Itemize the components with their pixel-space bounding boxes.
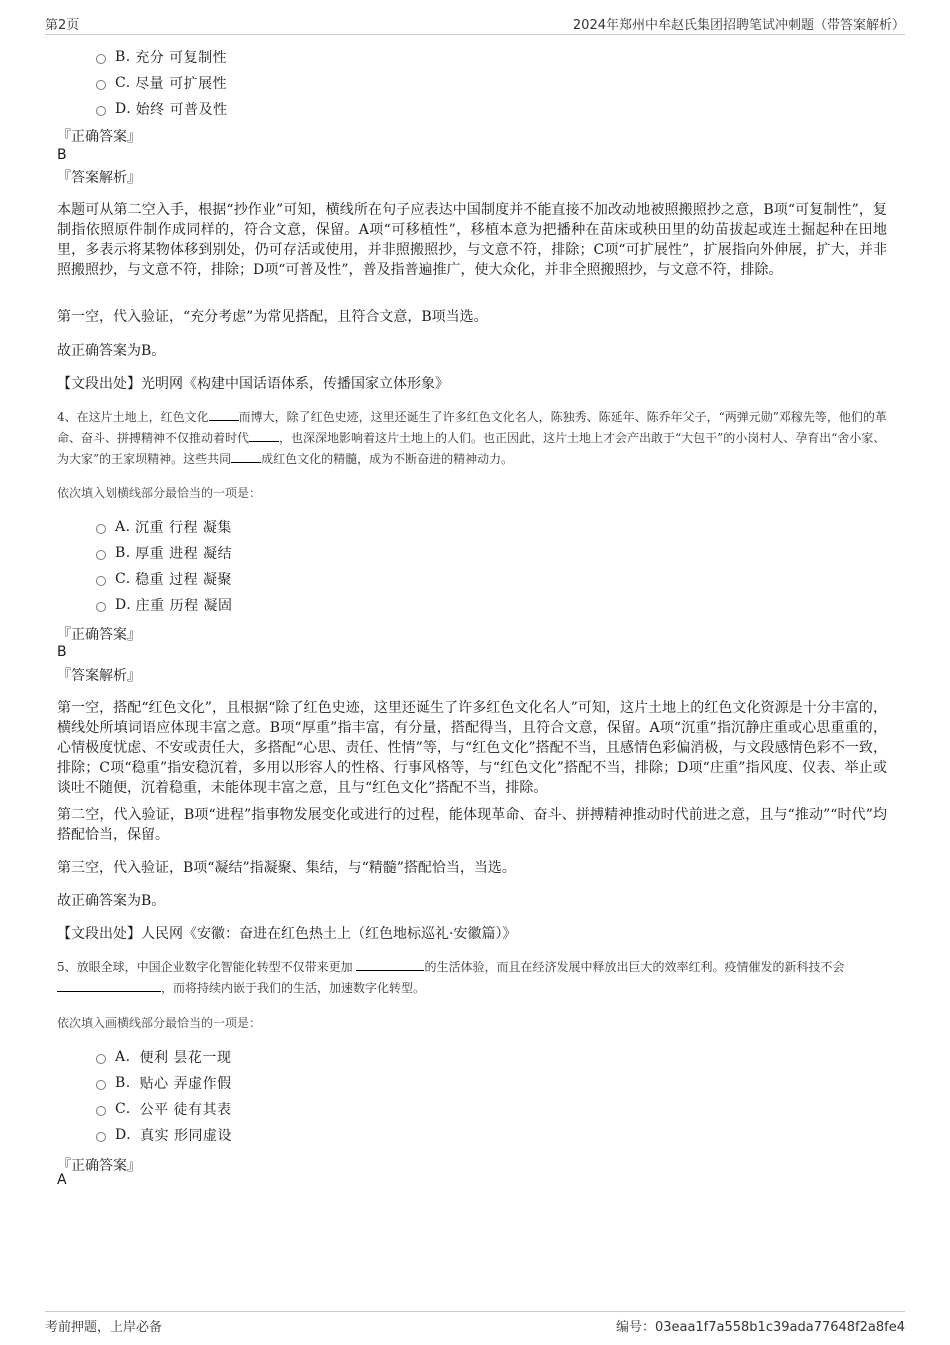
q3-analysis-paragraph: 本题可从第二空入手，根据“抄作业”可知，横线所在句子应表达中国制度并不能直接不加改动地被照搬照抄之意，B项“可复制性”，复制指依照原件制作成同样的，符合文意，保留。A项“可移植性”，移植本意为把播种在苗床或秧田里的幼苗拔起或连土掘起种在田地里，多表示将某物体移到别处，仍可存活或使用，并非照搬照抄，与文意不符，排除；C项“可扩展性”，扩展指向外伸展，扩大，并非照搬照抄，与文意不符，排除；D项“可普及性”，普及指普遍推广，使大众化，并非全照搬照抄，与文意不符，排除。 bbox=[57, 202, 887, 278]
blank bbox=[209, 408, 239, 421]
q3-option-b[interactable]: B. 充分 可复制性 bbox=[96, 46, 227, 68]
q3-conclusion: 故正确答案为B。 bbox=[57, 343, 166, 359]
radio-icon[interactable] bbox=[96, 602, 106, 612]
document-title: 2024年郑州中牟赵氏集团招聘笔试冲刺题（带答案解析） bbox=[572, 18, 905, 33]
blank bbox=[231, 450, 261, 463]
q5-prompt: 依次填入画横线部分最恰当的一项是： bbox=[57, 1016, 262, 1030]
q5-option-b[interactable]: B. 贴心 弄虚作假 bbox=[96, 1072, 232, 1094]
q4-option-c[interactable]: C. 稳重 过程 凝聚 bbox=[96, 568, 232, 590]
q3-analysis-paragraph: 第一空，代入验证，“充分考虑”为常见搭配，且符合文意，B项当选。 bbox=[57, 309, 488, 325]
q5-option-d[interactable]: D. 真实 形同虚设 bbox=[96, 1124, 232, 1146]
blank bbox=[57, 979, 161, 992]
q3-source: 【文段出处】光明网《构建中国话语体系，传播国家立体形象》 bbox=[57, 376, 449, 392]
q3-answer: B bbox=[57, 147, 67, 163]
radio-icon[interactable] bbox=[96, 106, 106, 116]
q4-conclusion: 故正确答案为B。 bbox=[57, 893, 166, 909]
q3-answer-label: 『正确答案』 bbox=[57, 129, 141, 145]
q3-option-d[interactable]: D. 始终 可普及性 bbox=[96, 98, 228, 120]
radio-icon[interactable] bbox=[96, 576, 106, 586]
q4-stem: 4、在这片土地上，红色文化 而博大，除了红色史迹，这里还诞生了许多红色文化名人，陈独秀、陈延年、陈乔年父子，“两弹元勋”邓稼先等，他们的革命、奋斗、拼搏精神不仅推动着时代 ，也深深地影响着这片土地上的人们。也正因此，这片土地上才会产出敢于“大包干”的小岗村人、孕育出“舍小家、为大家”的王家坝精神。这些共同 成红色文化的精髓，成为不断奋进的精神动力。 bbox=[57, 410, 887, 466]
page-number: 第2页 bbox=[45, 18, 80, 33]
q4-option-b[interactable]: B. 厚重 进程 凝结 bbox=[96, 542, 232, 564]
radio-icon[interactable] bbox=[96, 1132, 106, 1142]
q4-answer: B bbox=[57, 644, 67, 660]
page-header bbox=[45, 14, 905, 35]
radio-icon[interactable] bbox=[96, 1080, 106, 1090]
q4-option-d[interactable]: D. 庄重 历程 凝固 bbox=[96, 594, 233, 616]
q4-source: 【文段出处】人民网《安徽：奋进在红色热土上（红色地标巡礼·安徽篇）》 bbox=[57, 926, 517, 942]
q4-prompt: 依次填入划横线部分最恰当的一项是： bbox=[57, 486, 262, 500]
q4-analysis-paragraph: 第二空，代入验证，B项“进程”指事物发展变化或进行的过程，能体现革命、奋斗、拼搏精神推动时代前进之意，且与“推动”“时代”均搭配恰当，保留。 bbox=[57, 807, 887, 843]
q4-answer-label: 『正确答案』 bbox=[57, 627, 141, 643]
q5-option-c[interactable]: C. 公平 徒有其表 bbox=[96, 1098, 232, 1120]
radio-icon[interactable] bbox=[96, 80, 106, 90]
radio-icon[interactable] bbox=[96, 54, 106, 64]
blank bbox=[356, 958, 424, 971]
q5-stem: 5、放眼全球，中国企业数字化智能化转型不仅带来更加 的生活体验，而且在经济发展中释放出巨大的效率红利。疫情催发的新科技不会 ，而将持续内嵌于我们的生活，加速数字化转型。 bbox=[57, 960, 845, 995]
q5-answer-label: 『正确答案』 bbox=[57, 1158, 141, 1174]
radio-icon[interactable] bbox=[96, 524, 106, 534]
q5-answer: A bbox=[57, 1172, 67, 1188]
radio-icon[interactable] bbox=[96, 550, 106, 560]
radio-icon[interactable] bbox=[96, 1054, 106, 1064]
q4-analysis-label: 『答案解析』 bbox=[57, 668, 141, 684]
q5-option-a[interactable]: A. 便利 昙花一现 bbox=[96, 1046, 231, 1068]
q3-analysis-label: 『答案解析』 bbox=[57, 170, 141, 186]
q4-option-a[interactable]: A. 沉重 行程 凝集 bbox=[96, 516, 232, 538]
radio-icon[interactable] bbox=[96, 1106, 106, 1116]
q3-option-c[interactable]: C. 尽量 可扩展性 bbox=[96, 72, 227, 94]
document-id: 编号：03eaa1f7a558b1c39ada77648f2a8fe4 bbox=[615, 1320, 905, 1335]
q4-analysis-paragraph: 第一空，搭配“红色文化”，且根据“除了红色史迹，这里还诞生了许多红色文化名人”可知，这片土地上的红色文化资源是十分丰富的，横线处所填词语应体现丰富之意。B项“厚重”指丰富，有分量，搭配得当，且符合文意，保留。A项“沉重”指沉静庄重或心思重重的，心情极度忧虑、不安或责任大，多搭配“心思、责任、性情”等，与“红色文化”搭配不当，且感情色彩偏消极，与文段感情色彩不一致，排除；C项“稳重”指安稳沉着，多用以形容人的性格、行事风格等，与“红色文化”搭配不当，排除；D项“庄重”指风度、仪表、举止或谈吐不随便，沉着稳重，未能体现丰富之意，且与“红色文化”搭配不当，排除。 bbox=[57, 700, 887, 796]
blank bbox=[249, 429, 279, 442]
footer-slogan: 考前押题，上岸必备 bbox=[45, 1320, 163, 1335]
page-footer bbox=[45, 1311, 905, 1334]
q4-analysis-paragraph: 第三空，代入验证，B项“凝结”指凝聚、集结，与“精髓”搭配恰当，当选。 bbox=[57, 860, 516, 876]
